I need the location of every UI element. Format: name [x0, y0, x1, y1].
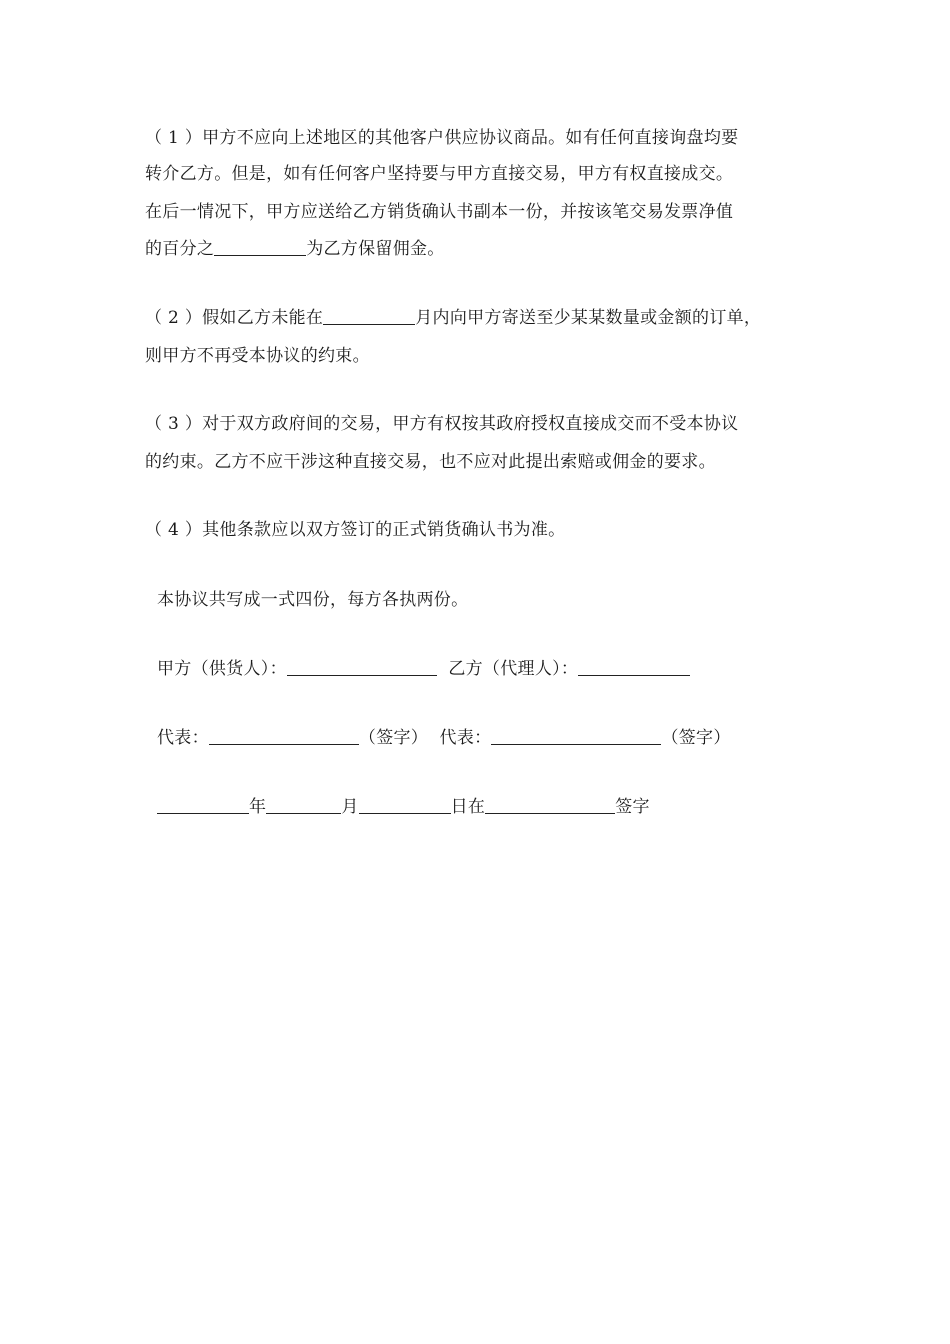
party-a-blank [287, 659, 437, 676]
month-label: 月 [341, 797, 359, 817]
commission-percent-blank [214, 239, 306, 256]
clause-2-line-2: 则甲方不再受本协议的约束。 [145, 346, 370, 366]
party-a-label: 甲方（供货人）： [157, 659, 287, 679]
clause-1-line-2: 转介乙方。但是，如有任何客户坚持要与甲方直接交易，甲方有权直接成交。 [145, 164, 734, 184]
day-blank [359, 797, 451, 814]
clause-2-line-1 [145, 307, 761, 329]
clause-4-line-1: （ 4 ）其他条款应以双方签订的正式销货确认书为准。 [145, 520, 566, 540]
representative-b-blank [491, 728, 661, 745]
clause-2-line-1-text-before: （ 2 ）假如乙方未能在 [145, 308, 324, 328]
parties-line [157, 658, 690, 680]
month-blank [266, 797, 341, 814]
clause-1-line-4-text-after: 为乙方保留佣金。 [306, 239, 445, 259]
place-blank [485, 797, 615, 814]
party-b-label: 乙方（代理人）： [448, 659, 579, 679]
clause-1-line-4-text-before: 的百分之 [145, 239, 215, 259]
representative-a-blank [209, 728, 359, 745]
year-blank [157, 797, 249, 814]
clause-3-line-2: 的约束。乙方不应干涉这种直接交易，也不应对此提出索赔或佣金的要求。 [145, 452, 716, 472]
signed-label: 签字 [615, 797, 650, 817]
months-blank [323, 308, 415, 325]
representative-a-label: 代表： [157, 728, 209, 748]
signature-b-label: （签字） [661, 728, 731, 748]
clause-2-line-1-text-after: 月内向甲方寄送至少某某数量或金额的订单， [415, 308, 762, 328]
year-label: 年 [249, 797, 267, 817]
clause-1-line-1: （ 1 ）甲方不应向上述地区的其他客户供应协议商品。如有任何直接询盘均要 [145, 128, 739, 148]
clause-1-line-4 [145, 238, 445, 260]
clause-3-line-1: （ 3 ）对于双方政府间的交易，甲方有权按其政府授权直接成交而不受本协议 [145, 414, 739, 434]
date-place-line [157, 796, 650, 818]
day-at-label: 日在 [450, 797, 486, 817]
representatives-line [157, 727, 731, 749]
copies-statement: 本协议共写成一式四份，每方各执两份。 [157, 590, 469, 610]
representative-b-label: 代表： [439, 728, 492, 748]
party-b-blank [578, 659, 690, 676]
clause-1-line-3: 在后一情况下，甲方应送给乙方销货确认书副本一份，并按该笔交易发票净值 [145, 202, 734, 222]
signature-a-label: （签字） [358, 728, 429, 748]
